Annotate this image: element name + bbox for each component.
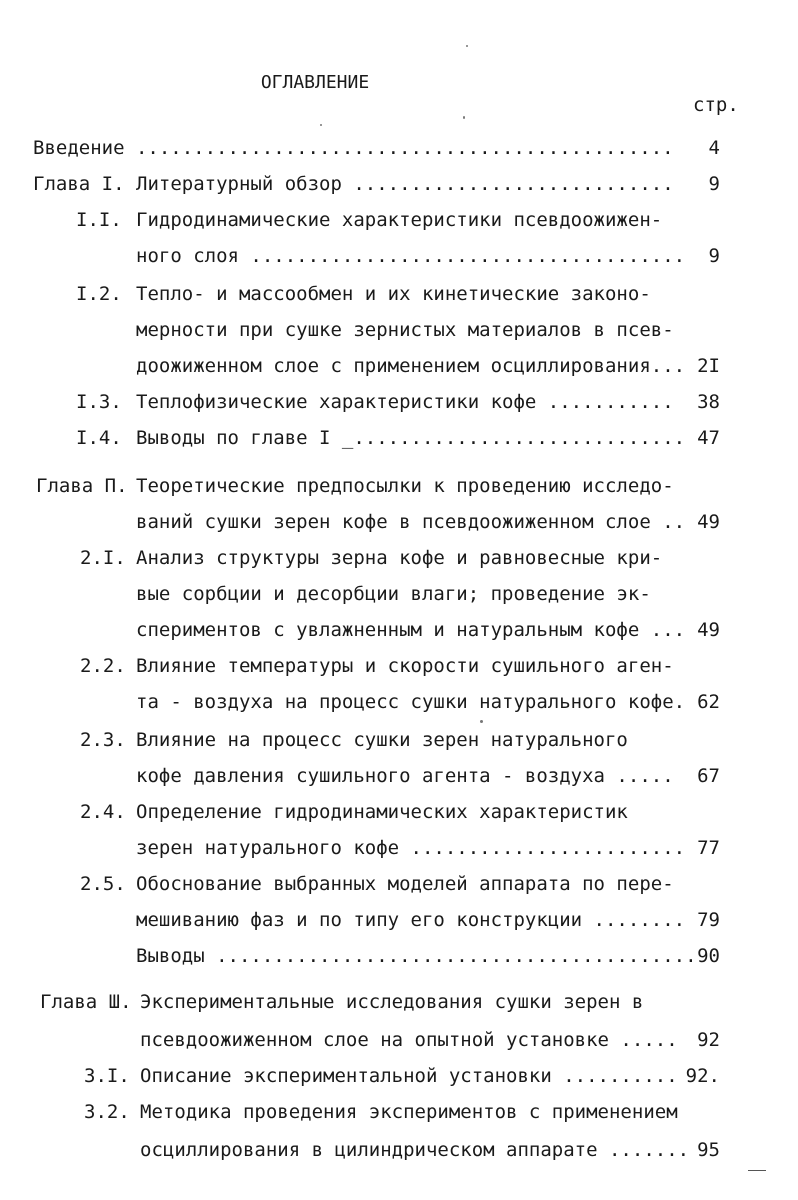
toc-line: вые сорбции и десорбции влаги; проведение эк- <box>136 583 651 605</box>
chapter-label: Глава П. <box>36 475 128 497</box>
page-number: 79 <box>697 909 720 931</box>
section-label: 2.I. <box>80 547 126 569</box>
scan-speck <box>463 116 465 119</box>
page-number: 95 <box>697 1139 720 1161</box>
toc-line: ного слоя ...................................... <box>136 245 686 267</box>
page-number: 92 <box>697 1029 720 1051</box>
scan-mark <box>748 1170 766 1171</box>
scan-speck <box>466 45 468 47</box>
toc-line: Описание экспериментальной установки .......... <box>140 1065 678 1087</box>
page-number: 38 <box>697 391 720 413</box>
toc-line: Методика проведения экспериментов с применением <box>140 1101 678 1123</box>
toc-line: ваний сушки зерен кофе в псевдоожиженном слое .. <box>136 511 686 533</box>
scan-speck <box>320 124 322 126</box>
toc-line: псевдоожиженном слое на опытной установке ..... <box>140 1029 678 1051</box>
section-label: I.3. <box>76 391 122 413</box>
toc-line: Влияние на процесс сушки зерен натурального <box>136 729 628 751</box>
toc-line: мерности при сушке зернистых материалов в псев- <box>136 319 674 341</box>
chapter-label: Глава Ш. <box>40 991 132 1013</box>
section-label: I.2. <box>76 283 122 305</box>
section-label: I.I. <box>76 209 122 231</box>
section-label: 2.3. <box>80 729 126 751</box>
toc-line: Экспериментальные исследования сушки зерен в <box>140 991 644 1013</box>
toc-line: Гидродинамические характеристики псевдоожижен- <box>136 209 663 231</box>
toc-line: мешиванию фаз и по типу его конструкции ........ <box>136 909 686 931</box>
page-number: 92. <box>685 1065 720 1087</box>
page-number: 47 <box>697 427 720 449</box>
toc-line: Теоретические предпосылки к проведению исследо- <box>136 475 674 497</box>
page-number: 9 <box>708 173 720 195</box>
toc-line: осциллирования в цилиндрическом аппарате ....... <box>140 1139 690 1161</box>
page-number: 2I <box>697 355 720 377</box>
section-label: 3.2. <box>84 1101 130 1123</box>
section-label: 2.4. <box>80 801 126 823</box>
page-number: 49 <box>697 511 720 533</box>
chapter-label: Глава I. <box>33 173 125 195</box>
page-number: 67 <box>697 765 720 787</box>
page-title: ОГЛАВЛЕНИЕ <box>260 72 370 93</box>
toc-line: Литературный обзор ............................ <box>136 173 674 195</box>
toc-line: Выводы .......................................... <box>136 945 697 967</box>
page-number: 4 <box>708 137 720 159</box>
toc-line: Тепло- и массообмен и их кинетические законо- <box>136 283 651 305</box>
toc-line: Обоснование выбранных моделей аппарата по пере- <box>136 873 674 895</box>
toc-line: Выводы по главе I _............................. <box>136 427 686 449</box>
toc-line: спериментов с увлажненным и натуральным кофе ... <box>136 619 686 641</box>
page-number: 49 <box>697 619 720 641</box>
page-number: 9 <box>708 245 720 267</box>
section-label: I.4. <box>76 427 122 449</box>
toc-line: Введение ............................................... <box>33 137 674 159</box>
page-number: 62 <box>697 691 720 713</box>
toc-line: зерен натурального кофе ........................ <box>136 837 686 859</box>
toc-line: кофе давления сушильного агента - воздуха ..... <box>136 765 674 787</box>
toc-line: та - воздуха на процесс сушки натурального кофе. <box>136 691 686 713</box>
section-label: 3.I. <box>84 1065 130 1087</box>
toc-line: Определение гидродинамических характеристик <box>136 801 628 823</box>
toc-line: Анализ структуры зерна кофе и равновесные кри- <box>136 547 663 569</box>
page-column-header: стр. <box>693 94 739 116</box>
scan-speck <box>480 720 483 723</box>
section-label: 2.2. <box>80 655 126 677</box>
toc-line: доожиженном слое с применением осциллирования... <box>136 355 686 377</box>
toc-line: Влияние температуры и скорости сушильного аген- <box>136 655 674 677</box>
section-label: 2.5. <box>80 873 126 895</box>
toc-line: Теплофизические характеристики кофе ........... <box>136 391 674 413</box>
page-number: 90 <box>697 945 720 967</box>
page-number: 77 <box>697 837 720 859</box>
